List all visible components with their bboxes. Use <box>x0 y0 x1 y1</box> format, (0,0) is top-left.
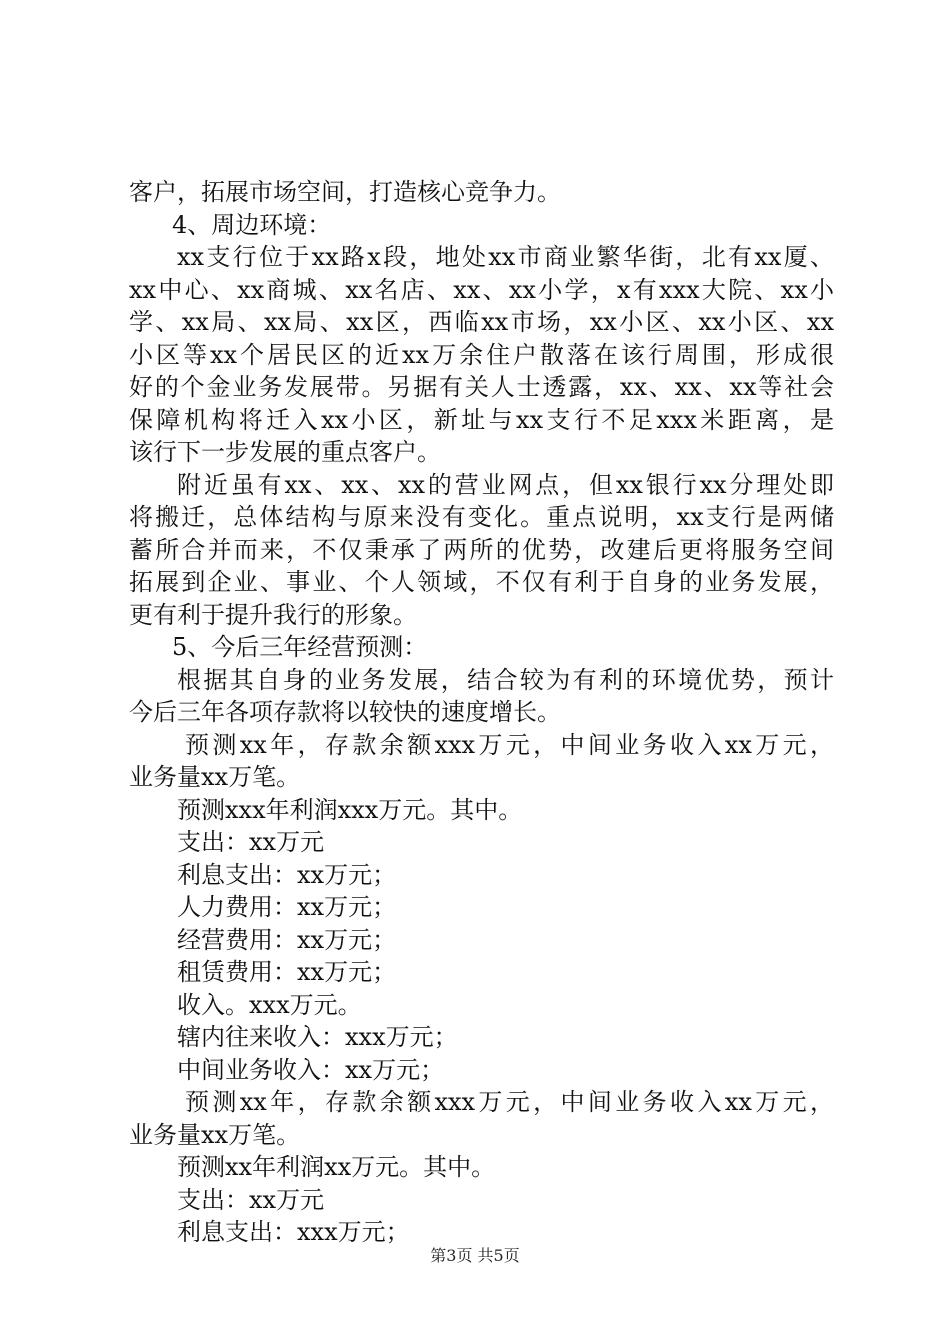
text-line: 业务量xx万笔。 <box>129 1120 301 1149</box>
text-line: 学、xx局、xx局、xx区，西临xx市场，xx小区、xx小区、xx <box>129 308 834 336</box>
text-line: 租赁费用：xx万元； <box>177 958 397 986</box>
text-line: 更有利于提升我行的形象。 <box>129 600 417 629</box>
text-line: 预测xx年，存款余额xxx万元，中间业务收入xx万元， <box>185 1088 834 1116</box>
text-line: 附近虽有xx、xx、xx的营业网点，但xx银行xx分理处即 <box>177 470 834 499</box>
text-line: 拓展到企业、事业、个人领域，不仅有利于自身的业务发展， <box>129 568 834 596</box>
text-line: 人力费用：xx万元； <box>177 893 397 921</box>
text-line: 今后三年各项存款将以较快的速度增长。 <box>129 698 561 726</box>
text-line: 利息支出：xxx万元； <box>177 1218 410 1246</box>
text-line: 支出：xx万元 <box>177 1185 325 1214</box>
text-line: 小区等xx个居民区的近xx万余住户散落在该行周围，形成很 <box>129 340 834 369</box>
text-line: 经营费用：xx万元； <box>177 925 397 954</box>
text-line: 利息支出：xx万元； <box>177 860 397 889</box>
section-heading: 4、周边环境： <box>172 210 332 239</box>
text-line: 预测xx年，存款余额xxx万元，中间业务收入xx万元， <box>185 730 834 759</box>
text-line: xx支行位于xx路x段，地处xx市商业繁华街，北有xx厦、 <box>177 243 834 271</box>
text-line: 支出：xx万元 <box>177 828 325 856</box>
text-line: 预测xxx年利润xxx万元。其中。 <box>177 795 523 824</box>
text-line: 好的个金业务发展带。另据有关人士透露，xx、xx、xx等社会 <box>129 373 834 401</box>
text-line: 根据其自身的业务发展，结合较为有利的环境优势，预计 <box>177 665 834 694</box>
text-line: 蓄所合并而来，不仅秉承了两所的优势，改建后更将服务空间 <box>129 535 834 564</box>
text-line: 辖内往来收入：xxx万元； <box>177 1023 458 1051</box>
text-line: xx中心、xx商城、xx名店、xx、xx小学，x有xxx大院、xx小 <box>129 275 834 304</box>
section-heading: 5、今后三年经营预测： <box>172 633 428 661</box>
text-line: 客户，拓展市场空间，打造核心竞争力。 <box>129 178 561 206</box>
text-line: 收入。xxx万元。 <box>177 990 362 1019</box>
text-line: 将搬迁，总体结构与原来没有变化。重点说明，xx支行是两储 <box>129 503 834 531</box>
page-footer: 第3页 共5页 <box>430 1246 520 1265</box>
text-line: 保障机构将迁入xx小区，新址与xx支行不足xxx米距离，是 <box>129 405 834 434</box>
text-line: 业务量xx万笔。 <box>129 763 301 791</box>
text-line: 预测xx年利润xx万元。其中。 <box>177 1153 496 1181</box>
text-line: 该行下一步发展的重点客户。 <box>129 438 441 466</box>
text-line: 中间业务收入：xx万元； <box>177 1055 445 1084</box>
document-body <box>129 176 834 1249</box>
